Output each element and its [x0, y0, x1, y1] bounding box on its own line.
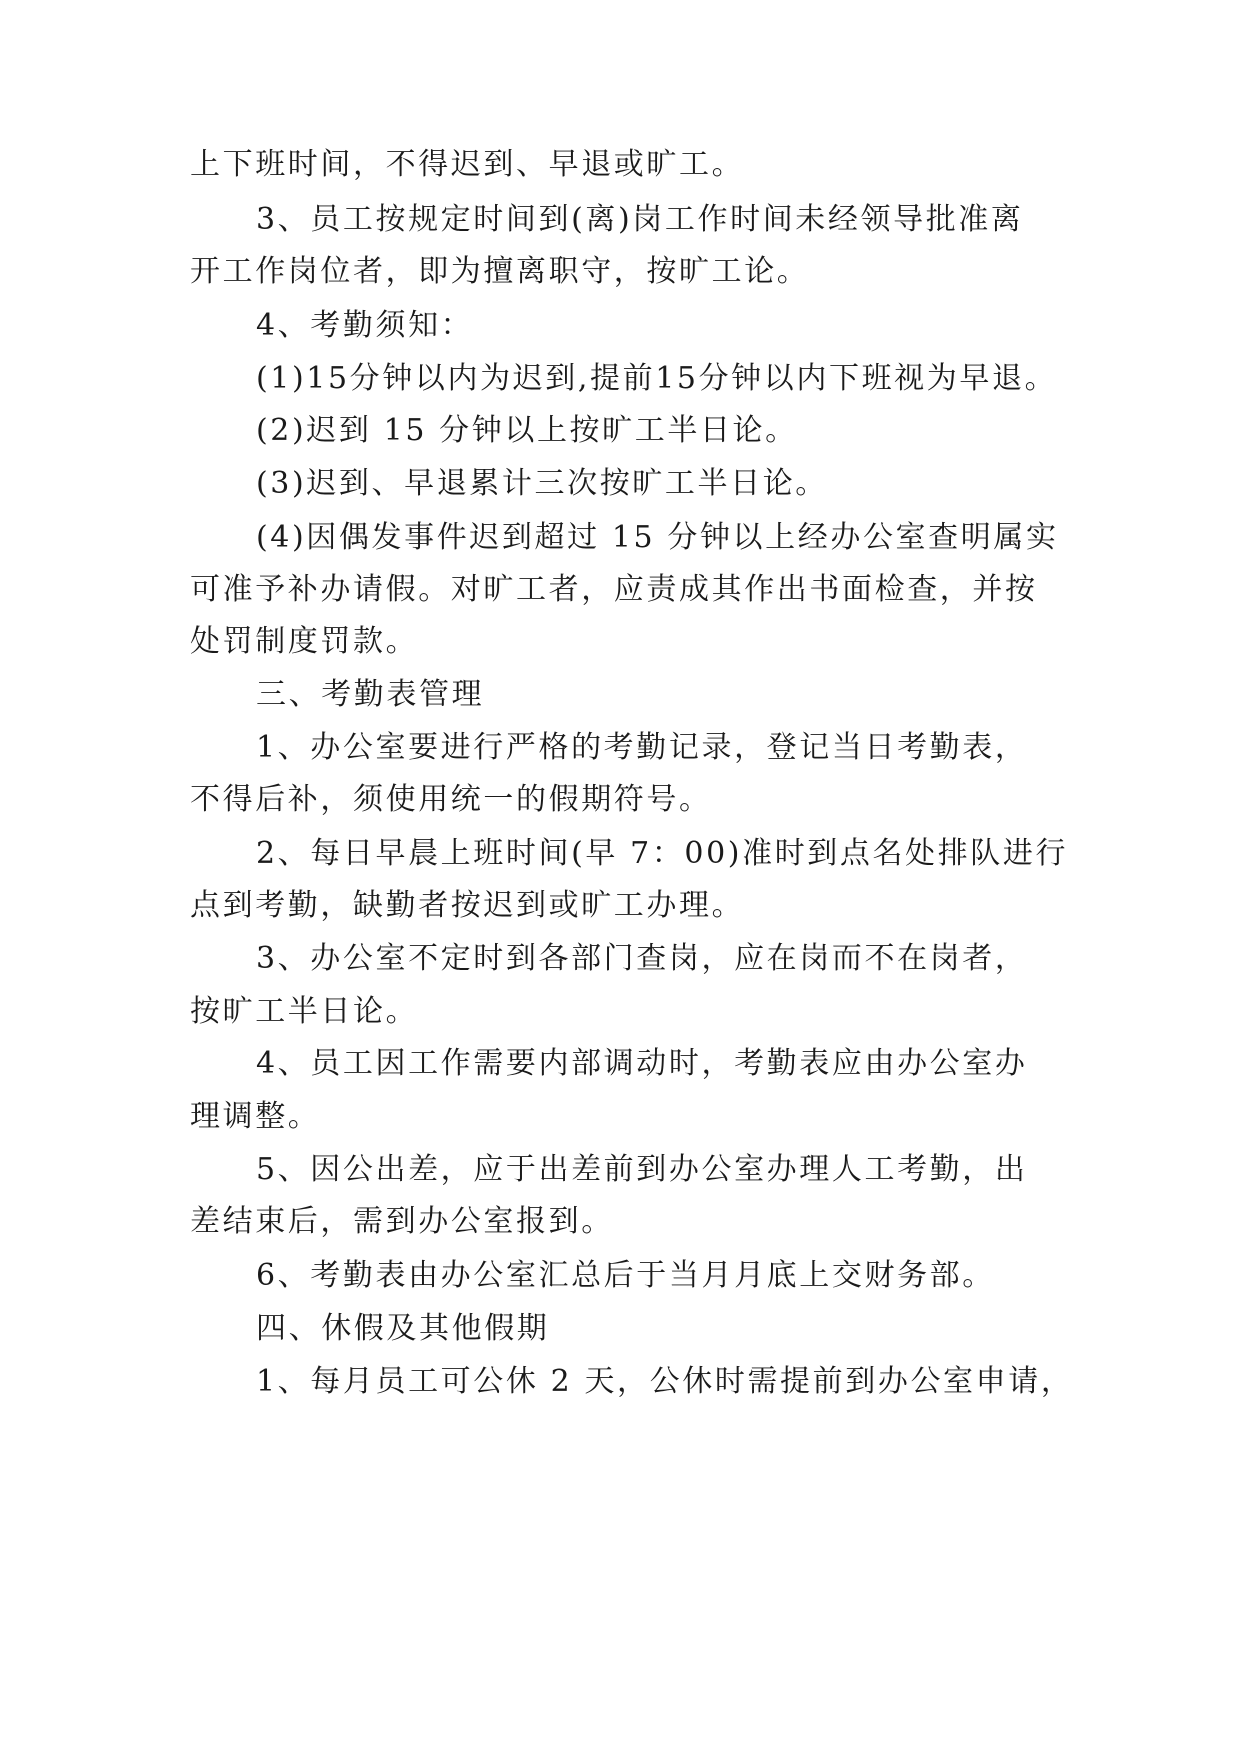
- text-line-19: 理调整。: [190, 1099, 321, 1134]
- text-line-12: 1、办公室要进行严格的考勤记录，登记当日考勤表，: [256, 730, 1028, 765]
- text-line-14: 2、每日早晨上班时间(早 7：00)准时到点名处排队进行: [256, 836, 1069, 871]
- text-line-2: 3、员工按规定时间到(离)岗工作时间未经领导批准离: [256, 202, 1024, 237]
- text-line-24: 1、每月员工可公休 2 天，公休时需提前到办公室申请，: [256, 1364, 1074, 1399]
- text-line-6: (2)迟到 15 分钟以上按旷工半日论。: [256, 413, 798, 448]
- text-line-1: 上下班时间，不得迟到、早退或旷工。: [190, 147, 745, 182]
- text-line-5: (1)15分钟以内为迟到,提前15分钟以内下班视为早退。: [256, 361, 1058, 396]
- text-line-9: 可准予补办请假。对旷工者，应责成其作出书面检查，并按: [190, 572, 1038, 607]
- section-heading-3: 三、考勤表管理: [256, 677, 485, 712]
- text-line-10: 处罚制度罚款。: [190, 624, 419, 659]
- text-line-22: 6、考勤表由办公室汇总后于当月月底上交财务部。: [256, 1258, 995, 1293]
- text-line-4: 4、考勤须知：: [256, 308, 474, 343]
- text-line-21: 差结束后，需到办公室报到。: [190, 1204, 614, 1239]
- text-line-13: 不得后补，须使用统一的假期符号。: [190, 782, 712, 817]
- text-line-17: 按旷工半日论。: [190, 994, 419, 1029]
- text-line-7: (3)迟到、早退累计三次按旷工半日论。: [256, 466, 828, 501]
- text-line-18: 4、员工因工作需要内部调动时，考勤表应由办公室办: [256, 1046, 1028, 1081]
- section-heading-4: 四、休假及其他假期: [256, 1311, 550, 1346]
- text-line-15: 点到考勤，缺勤者按迟到或旷工办理。: [190, 888, 745, 923]
- text-line-16: 3、办公室不定时到各部门查岗，应在岗而不在岗者，: [256, 941, 1028, 976]
- text-line-3: 开工作岗位者，即为擅离职守，按旷工论。: [190, 254, 810, 289]
- text-line-20: 5、因公出差，应于出差前到办公室办理人工考勤，出: [256, 1152, 1028, 1187]
- text-line-8: (4)因偶发事件迟到超过 15 分钟以上经办公室查明属实: [256, 520, 1059, 555]
